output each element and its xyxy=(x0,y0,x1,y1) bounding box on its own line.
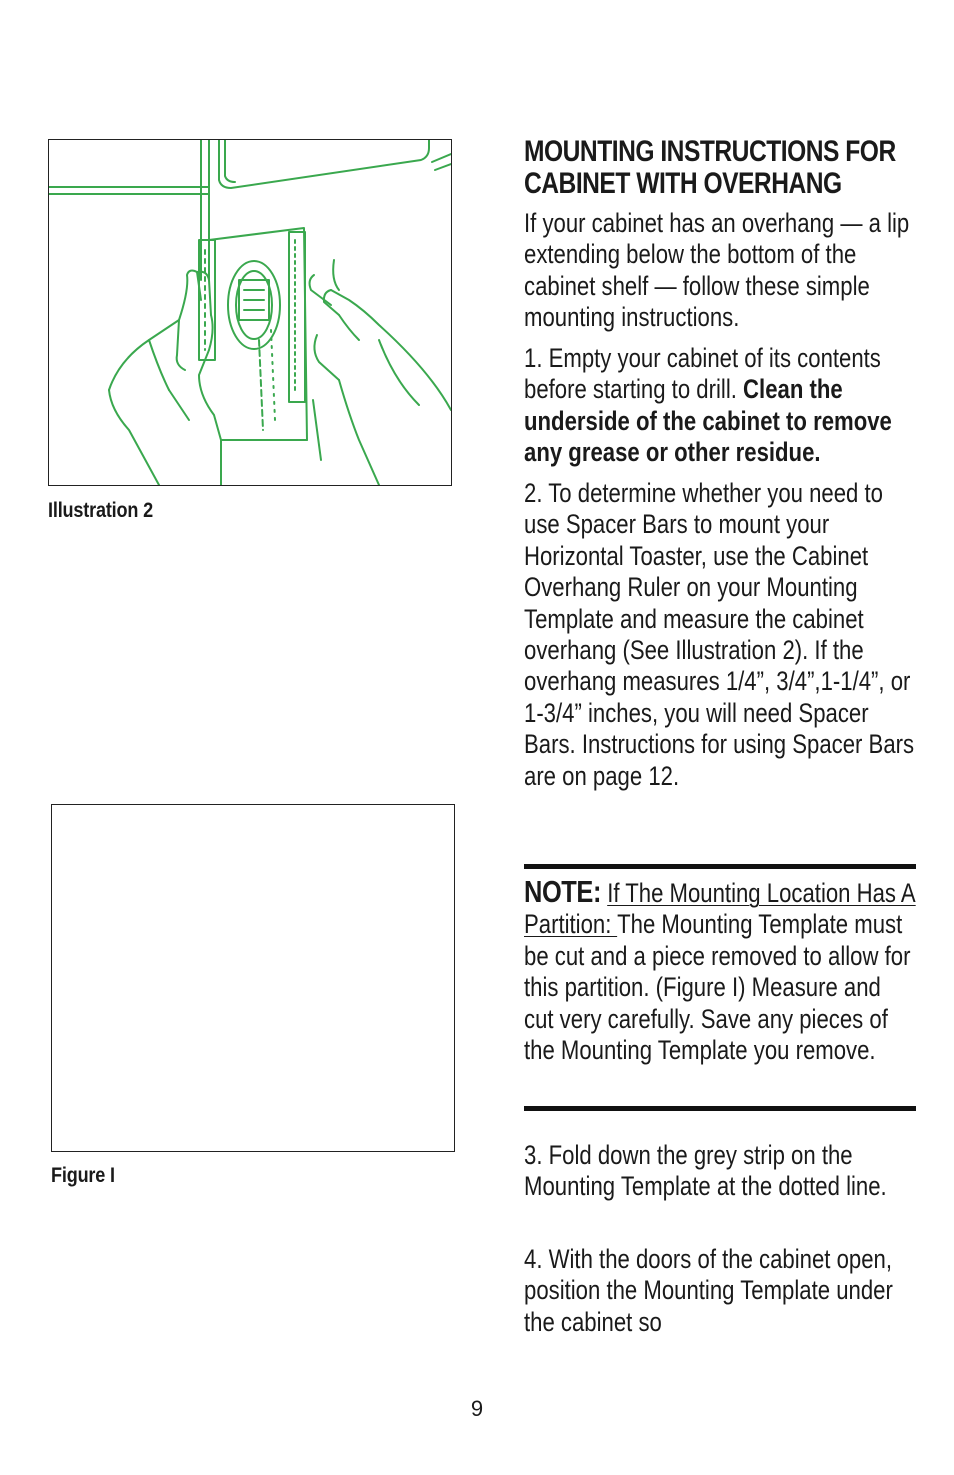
hands-holding-template-illustration xyxy=(49,140,451,485)
intro-text: If your cabinet has an overhang — a lip extending below the bottom of the cabinet shelf — follow these simple mounting instructions. xyxy=(524,208,910,333)
step-1-bold: Clean the underside of the cabinet to remove any grease or other residue. xyxy=(524,374,892,468)
step-4-text: 4. With the doors of the cabinet open, position the Mounting Template under the cabinet so xyxy=(524,1244,893,1337)
intro-paragraph xyxy=(524,208,916,334)
note-text xyxy=(524,876,916,1066)
step-3-text: 3. Fold down the grey strip on the Mounting Template at the dotted line. xyxy=(524,1140,887,1202)
section-heading xyxy=(524,136,916,200)
figure-i-caption: Figure I xyxy=(51,1164,115,1187)
illustration-2-caption: Illustration 2 xyxy=(48,499,153,522)
note-top-rule xyxy=(524,864,916,869)
step-3-paragraph xyxy=(524,1140,916,1203)
note-body: The Mounting Template must be cut and a piece removed to allow for this partition. (Figure I) Measure and cut very carefully. Save any pieces of the Mounting Template you remove. xyxy=(524,909,911,1066)
note-bottom-rule xyxy=(524,1106,916,1111)
step-4-paragraph xyxy=(524,1244,916,1338)
figure-i-frame xyxy=(51,804,455,1152)
step-2-paragraph xyxy=(524,478,916,792)
note-underlined: If The Mounting Location Has A Partition: xyxy=(524,878,916,940)
step-1-text xyxy=(524,343,916,469)
illustration-2-figure xyxy=(48,139,452,486)
step-1-paragraph xyxy=(524,343,916,469)
step-1-plain: 1. Empty your cabinet of its contents before starting to drill. xyxy=(524,343,881,405)
note-box xyxy=(524,876,916,1066)
step-2-text: 2. To determine whether you need to use Spacer Bars to mount your Horizontal Toaster, use the Cabinet Overhang Ruler on your Mounting Template and measure the cabinet overhang (See Illustration 2). If the overhang measures 1/4”, 3/4”,1-1/4”, or 1-3/4” inches, you will need Spacer Bars. Instructions for using Spacer Bars are on page 12. xyxy=(524,478,915,791)
page-number: 9 xyxy=(470,1396,484,1421)
heading-line-1: MOUNTING INSTRUCTIONS FOR xyxy=(524,135,896,168)
note-label: NOTE: xyxy=(524,874,602,909)
heading-line-2: CABINET WITH OVERHANG xyxy=(524,167,842,200)
